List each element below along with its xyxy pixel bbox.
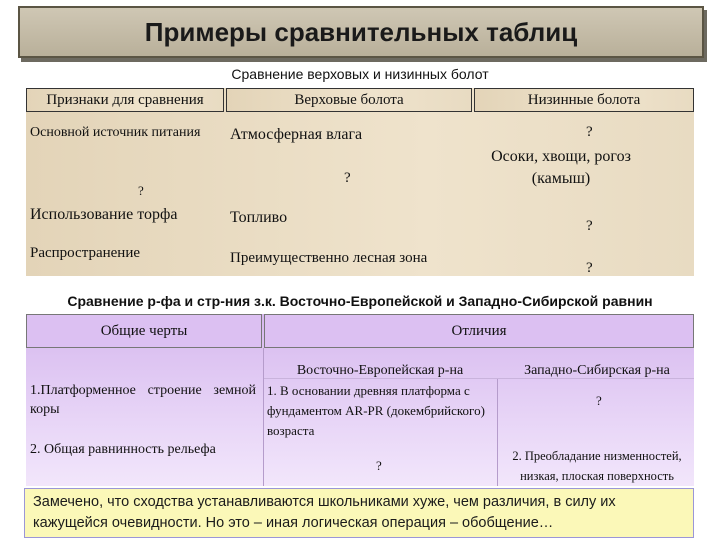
table1-header-criteria: Признаки для сравнения bbox=[26, 88, 224, 112]
table2-west-1: ? bbox=[596, 393, 602, 408]
table1-cell-upland-4: Преимущественно лесная зона bbox=[230, 250, 428, 266]
slide-title-bar bbox=[18, 6, 704, 58]
table1-caption: Сравнение верховых и низинных болот bbox=[231, 66, 489, 82]
table2-header-east: Восточно-Европейская р-на bbox=[296, 363, 464, 378]
slide-title: Примеры сравнительных таблиц bbox=[144, 16, 578, 47]
table1-cell-lowland-3: ? bbox=[586, 218, 593, 234]
table2-common-2: 2. Общая равнинность рельефа bbox=[30, 442, 216, 457]
table2-header-common: Общие черты bbox=[26, 314, 262, 348]
table1-header-lowland: Низинные болота bbox=[474, 88, 694, 112]
table2-subheader-line bbox=[264, 378, 694, 379]
table2-header-west: Западно-Сибирская р-на bbox=[524, 363, 670, 378]
table2-header-differences: Отличия bbox=[264, 314, 694, 348]
table1-cell-criterion-3: Использование торфа bbox=[30, 206, 178, 223]
table1-header-upland: Верховые болота bbox=[226, 88, 472, 112]
table1-cell-upland-1: Атмосферная влага bbox=[230, 126, 363, 143]
table1-cell-lowland-2: Осоки, хвощи, рогоз (камыш) bbox=[491, 148, 631, 187]
table2-divider-common bbox=[263, 348, 264, 486]
table1-cell-criterion-4: Распространение bbox=[30, 245, 141, 261]
table1-cell-upland-2: ? bbox=[344, 170, 351, 186]
table1-cell-lowland-1: ? bbox=[586, 124, 593, 140]
table1-cell-criterion-2: ? bbox=[138, 183, 144, 198]
note-box: Замечено, что сходства устанавливаются школьниками хуже, чем различия, в силу их кажущейся очевидности. Но это – иная логическая операция – обобщение… bbox=[24, 488, 694, 538]
table2-common-1: 1.Платформенное строение земной коры bbox=[30, 383, 256, 417]
table1-cell-lowland-4: ? bbox=[586, 260, 593, 276]
table1-cell-upland-3: Топливо bbox=[230, 209, 288, 226]
table1-cell-criterion-1: Основной источник питания bbox=[30, 125, 201, 140]
table2-east-2: ? bbox=[376, 458, 382, 473]
table2-caption: Сравнение р-фа и стр-ния з.к. Восточно-Европейской и Западно-Сибирской равнин bbox=[67, 293, 653, 309]
table2-west-2: 2. Преобладание низменностей, низкая, плоская поверхность bbox=[512, 449, 682, 483]
table2-divider-diff bbox=[497, 378, 498, 486]
table2-east-1: 1. В основании древняя платформа с фундаментом AR-PR (докембрийского) возраста bbox=[267, 383, 485, 438]
